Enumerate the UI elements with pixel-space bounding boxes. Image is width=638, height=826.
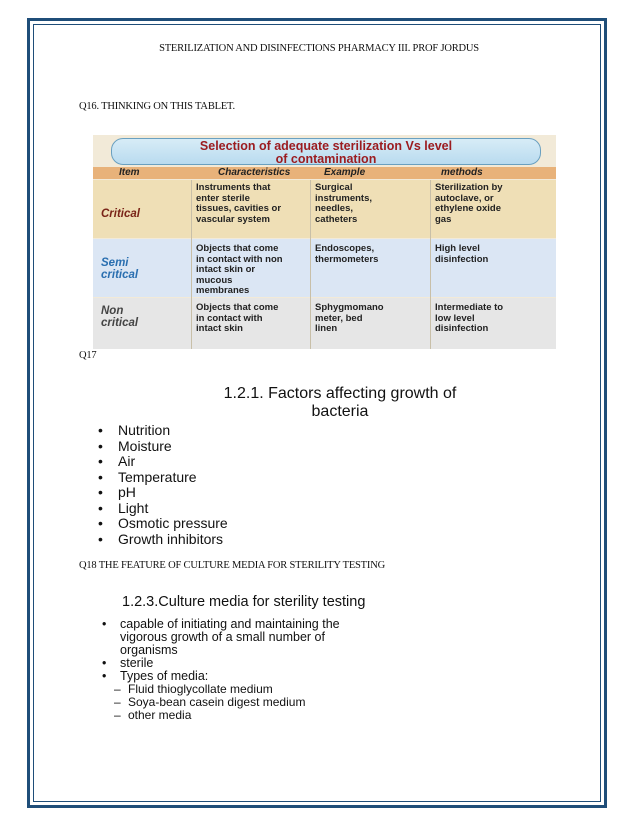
list-item: • Temperature <box>98 470 228 486</box>
table-row <box>93 298 556 349</box>
cell-methods: Intermediate to low level disinfection <box>435 302 504 334</box>
list-item: • Light <box>98 501 228 517</box>
table-title <box>111 138 541 165</box>
cell-example: Endoscopes, thermometers <box>315 243 379 265</box>
question-17: Q17 <box>79 350 97 361</box>
list-item: • sterile <box>100 657 340 670</box>
list-item: • Growth inhibitors <box>98 532 228 548</box>
table-header-row <box>93 167 556 179</box>
cell-example: Sphygmomano meter, bed linen <box>315 302 384 334</box>
column-header-characteristics: Characteristics <box>218 167 291 178</box>
column-divider <box>430 180 431 349</box>
cell-characteristics: Objects that come in contact with non intact skin or mucous membranes <box>196 243 283 296</box>
table-row <box>93 239 556 297</box>
column-header-methods: methods <box>441 167 483 178</box>
media-item: – other media <box>100 709 340 722</box>
cell-characteristics: Objects that come in contact with intact skin <box>196 302 279 334</box>
sterilization-table-image <box>93 135 556 349</box>
list-item: • Osmotic pressure <box>98 516 228 532</box>
question-16: Q16. THINKING ON THIS TABLET. <box>79 101 235 112</box>
table-title-line1: Selection of adequate sterilization Vs level <box>199 139 453 153</box>
question-18: Q18 THE FEATURE OF CULTURE MEDIA FOR STERILITY TESTING <box>79 560 385 571</box>
table-row <box>93 180 556 238</box>
list-item: • pH <box>98 485 228 501</box>
factors-title <box>140 385 540 421</box>
factors-title-line2: bacteria <box>311 403 369 420</box>
media-item: – Fluid thioglycollate medium <box>100 683 340 696</box>
column-header-item: Item <box>119 167 140 178</box>
media-item: – Soya-bean casein digest medium <box>100 696 340 709</box>
list-item: • capable of initiating and maintaining the vigorous growth of a small number of organisms <box>100 618 340 657</box>
column-divider <box>310 180 311 349</box>
culture-media-title: 1.2.3.Culture media for sterility testing <box>122 594 366 610</box>
row-label-semi-critical: Semi critical <box>101 257 139 281</box>
factors-list <box>98 423 228 547</box>
column-divider <box>191 180 192 349</box>
cell-methods: Sterilization by autoclave, or ethylene oxide gas <box>435 182 503 225</box>
cell-characteristics: Instruments that enter sterile tissues, cavities or vascular system <box>196 182 282 225</box>
factors-title-line1: 1.2.1. Factors affecting growth of <box>223 385 457 402</box>
culture-media-list <box>100 618 340 722</box>
list-item: • Moisture <box>98 439 228 455</box>
page-header: STERILIZATION AND DISINFECTIONS PHARMACY III. PROF JORDUS <box>159 43 479 54</box>
row-label-critical: Critical <box>101 208 140 220</box>
list-item: • Types of media: <box>100 670 340 683</box>
list-item: • Nutrition <box>98 423 228 439</box>
table-title-line2: of contamination <box>275 151 377 166</box>
list-item: • Air <box>98 454 228 470</box>
cell-methods: High level disinfection <box>435 243 489 265</box>
column-header-example: Example <box>324 167 366 178</box>
row-label-non-critical: Non critical <box>101 305 139 329</box>
cell-example: Surgical instruments, needles, catheters <box>315 182 373 225</box>
